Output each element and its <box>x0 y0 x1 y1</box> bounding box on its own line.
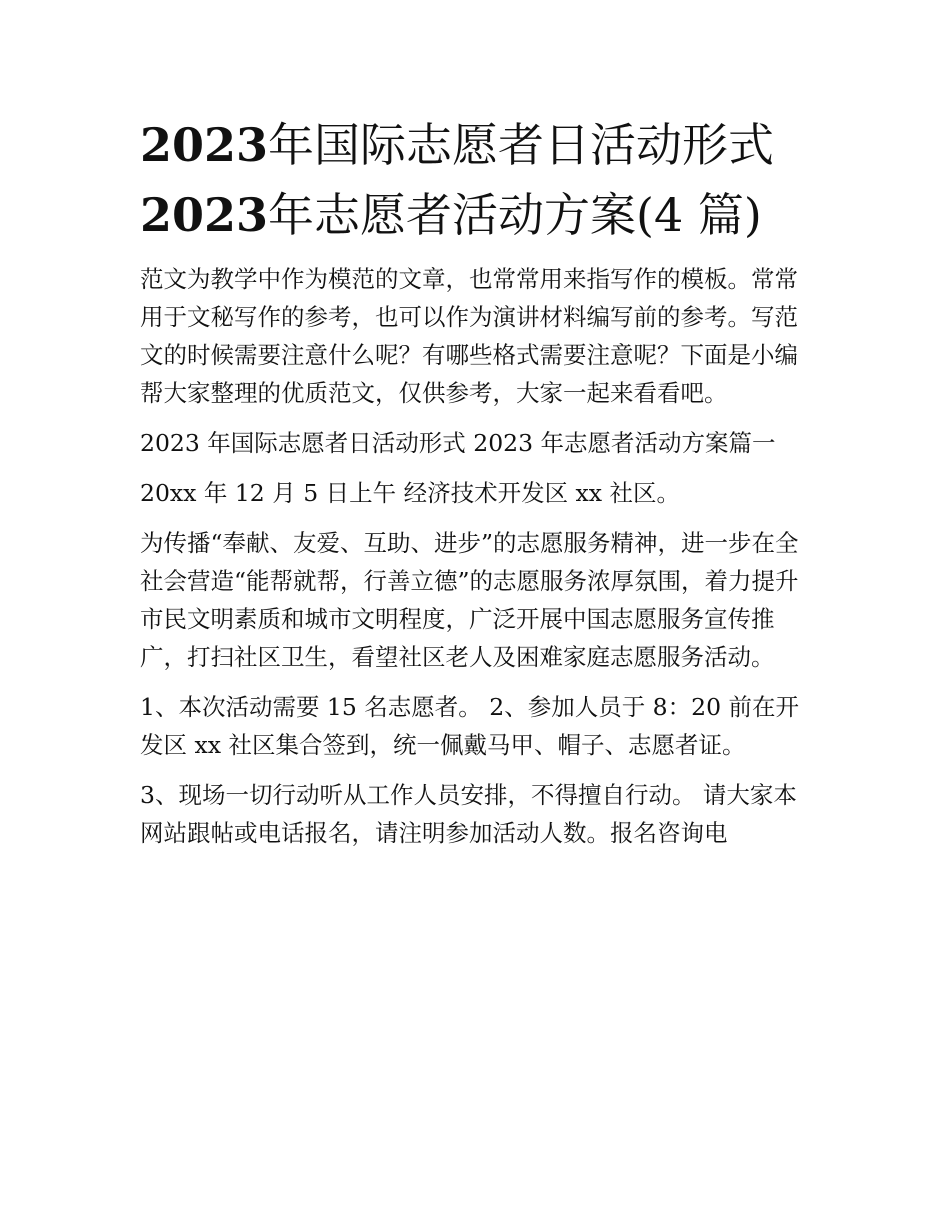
paragraph-requirements: 1、本次活动需要 15 名志愿者。 2、参加人员于 8：20 前在开发区 xx 社区集合签到，统一佩戴马甲、帽子、志愿者证。 <box>140 693 800 759</box>
title-year-1: 2023 <box>140 118 269 172</box>
document-title <box>140 110 820 250</box>
paragraph-time-place: 20xx 年 12 月 5 日上午 经济技术开发区 xx 社区。 <box>140 479 681 507</box>
title-text-1: 年国际志愿者日活动形式 <box>268 118 775 172</box>
paragraph-intro: 范文为教学中作为模范的文章，也常常用来指写作的模板。常常用于文秘写作的参考，也可以作为演讲材料编写前的参考。写范文的时候需要注意什么呢？有哪些格式需要注意呢？下面是小编帮大家整理的优质范文，仅供参考，大家一起来看看吧。 <box>140 265 798 407</box>
title-year-2: 2023 <box>140 188 269 242</box>
paragraph-instructions: 3、现场一切行动听从工作人员安排，不得擅自行动。 请大家本网站跟帖或电话报名，请注明参加活动人数。报名咨询电 <box>140 781 797 847</box>
paragraph-section-heading: 2023 年国际志愿者日活动形式 2023 年志愿者活动方案篇一 <box>140 429 776 457</box>
document-page <box>140 110 820 864</box>
paragraph-purpose: 为传播“奉献、友爱、互助、进步”的志愿服务精神，进一步在全社会营造“能帮就帮，行善立德”的志愿服务浓厚氛围，着力提升市民文明素质和城市文明程度，广泛开展中国志愿服务宣传推广，打扫社区卫生，看望社区老人及困难家庭志愿服务活动。 <box>140 529 799 671</box>
title-text-2: 年志愿者活动方案(4 篇) <box>268 188 762 242</box>
